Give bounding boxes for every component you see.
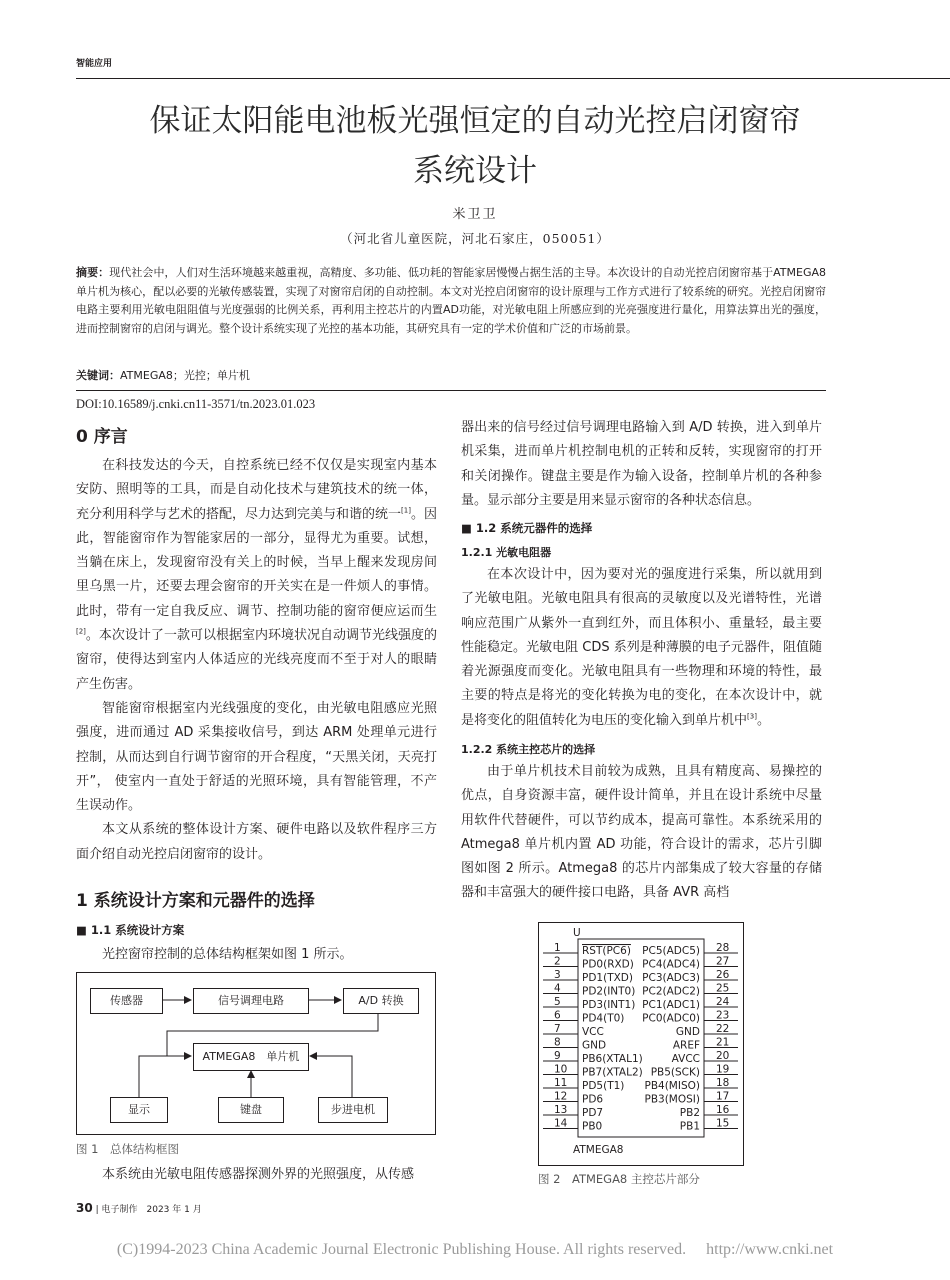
pin-number: 9 bbox=[554, 1050, 561, 1062]
right-column-top bbox=[461, 416, 822, 513]
block-adc: A/D 转换 bbox=[343, 988, 419, 1014]
page-number: 30 bbox=[76, 1201, 93, 1215]
pin-number: 23 bbox=[716, 1009, 730, 1022]
paragraph: 光控窗帘控制的总体结构框架如图 1 所示。 bbox=[102, 947, 353, 962]
right-column-mcu bbox=[461, 760, 822, 906]
heading-1-2-2: 1.2.2 系统主控芯片的选择 bbox=[461, 743, 596, 756]
pin-number: 13 bbox=[554, 1104, 568, 1116]
pin-label: PC0(ADC0) bbox=[642, 1012, 700, 1025]
figure-1-frame bbox=[76, 972, 436, 1135]
block-conditioning: 信号调理电路 bbox=[193, 988, 309, 1014]
pin-number: 7 bbox=[554, 1023, 561, 1035]
pin-label: GND bbox=[675, 1026, 700, 1038]
block-display: 显示 bbox=[110, 1097, 168, 1123]
pin-number: 25 bbox=[716, 982, 730, 995]
heading-1-1: ■ 1.1 系统设计方案 bbox=[76, 923, 185, 937]
pin-label: PD1(TXD) bbox=[582, 972, 633, 984]
pin-label: PD2(INT0) bbox=[582, 985, 636, 998]
pin-label: PB6(XTAL1) bbox=[582, 1053, 643, 1065]
pin-number: 2 bbox=[554, 955, 561, 968]
paragraph: 本文从系统的整体设计方案、硬件电路以及软件程序三方面介绍自动光控启闭窗帘的设计。 bbox=[76, 822, 437, 862]
heading-intro: 0 序言 bbox=[76, 427, 128, 447]
abstract bbox=[76, 264, 826, 338]
pin-number: 6 bbox=[554, 1009, 561, 1022]
text: 。因此，智能窗帘作为智能家居的一部分，显得尤为重要。试想，当躺在床上，发现窗帘没有关上的时候，当早上醒来发现房间里乌黑一片，还要去理会窗帘的开关实在是一件烦人的事情。此时，带有一定自我反应、调节、控制功能的窗帘便应运而生 bbox=[76, 506, 437, 619]
citation: [2] bbox=[76, 627, 86, 636]
pin-label: AREF bbox=[672, 1039, 700, 1052]
paragraph: 器出来的信号经过信号调理电路输入到 A/D 转换，进入到单片机采集，进而单片机控制电机的正转和反转，实现窗帘的打开和关闭操作。键盘主要是作为输入设备，控制单片机的各种参量。显示部分主要是用来显示窗帘的各种状态信息。 bbox=[461, 420, 822, 508]
pin-number: 22 bbox=[716, 1023, 730, 1035]
pin-label: PD7 bbox=[582, 1107, 604, 1119]
pin-number: 26 bbox=[716, 969, 730, 981]
title-line-2: 系统设计 bbox=[413, 153, 537, 189]
figure-intro bbox=[76, 943, 437, 967]
text: 。本次设计了一款可以根据室内环境状况自动调节光线强度的窗帘，使得达到室内人体适应的光线亮度而不至于对人的眼睛产生伤害。 bbox=[76, 628, 437, 692]
chip-reference: U bbox=[573, 927, 581, 939]
keywords-text: ATMEGA8；光控；单片机 bbox=[120, 369, 250, 382]
pin-number: 28 bbox=[716, 942, 730, 954]
paragraph: 本系统由光敏电阻传感器探测外界的光照强度，从传感 bbox=[102, 1167, 415, 1182]
pin-number: 20 bbox=[716, 1050, 730, 1062]
section-tag: 智能应用 bbox=[76, 59, 113, 69]
pin-number: 21 bbox=[716, 1036, 730, 1049]
pin-number: 24 bbox=[716, 996, 730, 1008]
affiliation: （河北省儿童医院，河北石家庄，050051） bbox=[340, 231, 610, 246]
pin-label: PB1 bbox=[679, 1120, 700, 1133]
abstract-text: 现代社会中，人们对生活环境越来越重视，高精度、多功能、低功耗的智能家居慢慢占据生活的主导。本次设计的自动光控启闭窗帘基于ATMEGA8单片机为核心，配以必要的光敏传感装置，实现了对窗帘启闭的自动控制。本文对光控启闭窗帘的设计原理与工作方式进行了较系统的研究。光控启闭窗帘电路主要利用光敏电阻阻值与光度强弱的比例关系，再利用主控芯片的内置AD功能，对光敏电阻上所感应到的光亮强度进行量化，用算法算出光的强度，进而控制窗帘的启闭与调光。整个设计系统实现了光控的基本功能，其研究具有一定的学术价值和广泛的市场前景。 bbox=[76, 266, 827, 335]
pin-number: 15 bbox=[716, 1117, 730, 1130]
pin-number: 12 bbox=[554, 1090, 568, 1103]
arrow-mcu-to-stepper bbox=[310, 1056, 352, 1097]
pin-label: PB2 bbox=[679, 1107, 700, 1119]
paragraph bbox=[461, 563, 822, 733]
pin-number: 18 bbox=[716, 1077, 730, 1089]
pin-number: 5 bbox=[554, 996, 561, 1008]
pin-number: 14 bbox=[554, 1117, 568, 1130]
right-column-photoresistor bbox=[461, 563, 822, 733]
pin-number: 8 bbox=[554, 1036, 561, 1049]
paragraph: 智能窗帘根据室内光线强度的变化，由光敏电阻感应光照强度，进而通过 AD 采集接收信号，到达 ARM 处理单元进行控制，从而达到自行调节窗帘的开合程度，“天黑关闭，天亮打开”， 使室内一直处于舒适的光照环境，具有智能管理，不产生误动作。 bbox=[76, 700, 437, 814]
left-column-intro bbox=[76, 454, 437, 867]
abstract-label: 摘要： bbox=[76, 266, 110, 279]
block-stepper: 步进电机 bbox=[318, 1097, 388, 1123]
pin-label: PC2(ADC2) bbox=[642, 985, 700, 998]
paragraph bbox=[76, 454, 437, 697]
citation: [3] bbox=[747, 712, 757, 721]
pin-number: 27 bbox=[716, 955, 730, 968]
page-footer bbox=[76, 1201, 202, 1215]
block-mcu: ATMEGA8 单片机 bbox=[193, 1043, 309, 1071]
pin-label: PD4(T0) bbox=[582, 1012, 625, 1025]
pin-label: AVCC bbox=[671, 1053, 700, 1065]
text: 。 bbox=[756, 712, 770, 728]
pin-label: PB3(MOSI) bbox=[644, 1093, 700, 1106]
abstract-rule bbox=[76, 390, 826, 391]
keywords-label: 关键词： bbox=[76, 369, 120, 382]
pin-label: PC1(ADC1) bbox=[642, 999, 700, 1011]
block-sensor: 传感器 bbox=[90, 988, 163, 1014]
chip-pins bbox=[543, 942, 738, 1133]
paragraph: 由于单片机技术目前较为成熟，且具有精度高、易操控的优点，自身资源丰富，硬件设计简单，并且在设计系统中尽量用软件代替硬件，可以节约成本，提高可靠性。本系统采用的 Atmega8 单片机内置 AD 功能，符合设计的需求，芯片引脚图如图 2 所示。Atmega8 的芯片内部集成了较大容量的存储器和丰富强大的硬件接口电路，具备 AVR 高档 bbox=[461, 764, 822, 901]
pin-label: PB5(SCK) bbox=[650, 1066, 700, 1079]
figure-2-caption: 图 2 ATMEGA8 主控芯片部分 bbox=[538, 1172, 700, 1186]
connector-display bbox=[139, 1056, 189, 1097]
title-line-1: 保证太阳能电池板光强恒定的自动光控启闭窗帘 bbox=[149, 103, 801, 139]
pin-label: PD3(INT1) bbox=[582, 999, 636, 1011]
pin-number: 4 bbox=[554, 982, 561, 995]
journal-issue: 电子制作 2023 年 1 月 bbox=[101, 1205, 202, 1215]
paper-title bbox=[0, 96, 950, 196]
pin-label: VCC bbox=[582, 1026, 604, 1038]
pin-label: PB4(MISO) bbox=[644, 1080, 700, 1092]
pin-label: PC5(ADC5) bbox=[642, 945, 700, 957]
pin-number: 19 bbox=[716, 1063, 730, 1076]
author: 米卫卫 bbox=[452, 207, 498, 222]
pin-label: PB7(XTAL2) bbox=[582, 1066, 643, 1079]
footer-separator: | bbox=[95, 1205, 99, 1215]
pin-label: PB0 bbox=[582, 1120, 603, 1133]
pin-number: 16 bbox=[716, 1104, 730, 1116]
header-rule bbox=[76, 78, 950, 79]
pin-label: PD0(RXD) bbox=[582, 958, 634, 971]
pin-label: PC3(ADC3) bbox=[642, 972, 700, 984]
pin-number: 3 bbox=[554, 969, 561, 981]
figure-2-chip bbox=[538, 922, 744, 1166]
chip-name: ATMEGA8 bbox=[573, 1144, 624, 1156]
pin-label: PD6 bbox=[582, 1093, 604, 1106]
figure-1-caption: 图 1 总体结构框图 bbox=[76, 1142, 179, 1156]
keywords bbox=[76, 367, 250, 383]
pin-label: RST(PC6) bbox=[582, 945, 631, 957]
figure-2-frame bbox=[539, 923, 744, 1166]
doi: DOI:10.16589/j.cnki.cn11-3571/tn.2023.01.023 bbox=[76, 397, 316, 411]
heading-1-2: ■ 1.2 系统元器件的选择 bbox=[461, 521, 593, 535]
pin-number: 1 bbox=[554, 942, 561, 954]
heading-1-2-1: 1.2.1 光敏电阻器 bbox=[461, 546, 552, 559]
pin-number: 11 bbox=[554, 1077, 568, 1089]
left-column-end bbox=[76, 1163, 437, 1187]
heading-section-1: 1 系统设计方案和元器件的选择 bbox=[76, 891, 315, 911]
block-keyboard: 键盘 bbox=[218, 1097, 284, 1123]
copyright-watermark: (C)1994-2023 China Academic Journal Electronic Publishing House. All rights reserved. http://www.cnki.net bbox=[116, 1241, 834, 1258]
text: 在科技发达的今天，自控系统已经不仅仅是实现室内基本安防、照明等的工具，而是自动化技术与建筑技术的统一体，充分利用科学与艺术的搭配，尽力达到完美与和谐的统一 bbox=[76, 458, 437, 522]
pin-label: PC4(ADC4) bbox=[642, 958, 700, 971]
pin-label: GND bbox=[582, 1039, 607, 1052]
citation: [1] bbox=[401, 506, 411, 515]
pin-number: 10 bbox=[554, 1063, 568, 1076]
pin-label: PD5(T1) bbox=[582, 1080, 625, 1092]
text: 在本次设计中，因为要对光的强度进行采集，所以就用到了光敏电阻。光敏电阻具有很高的灵敏度以及光谱特性，光谱响应范围广从紫外一直到红外，而且体积小、重量轻，最主要性能稳定。光敏电阻 CDS 系列是种薄膜的电子元器件，阻值随着光源强度而变化。光敏电阻具有一些物理和环境的特性，最主要的特点是将光的变化转换为电的变化，在本次设计中，就是将变化的阻值转化为电压的变化输入到单片机中 bbox=[461, 567, 822, 728]
pin-number: 17 bbox=[716, 1090, 730, 1103]
